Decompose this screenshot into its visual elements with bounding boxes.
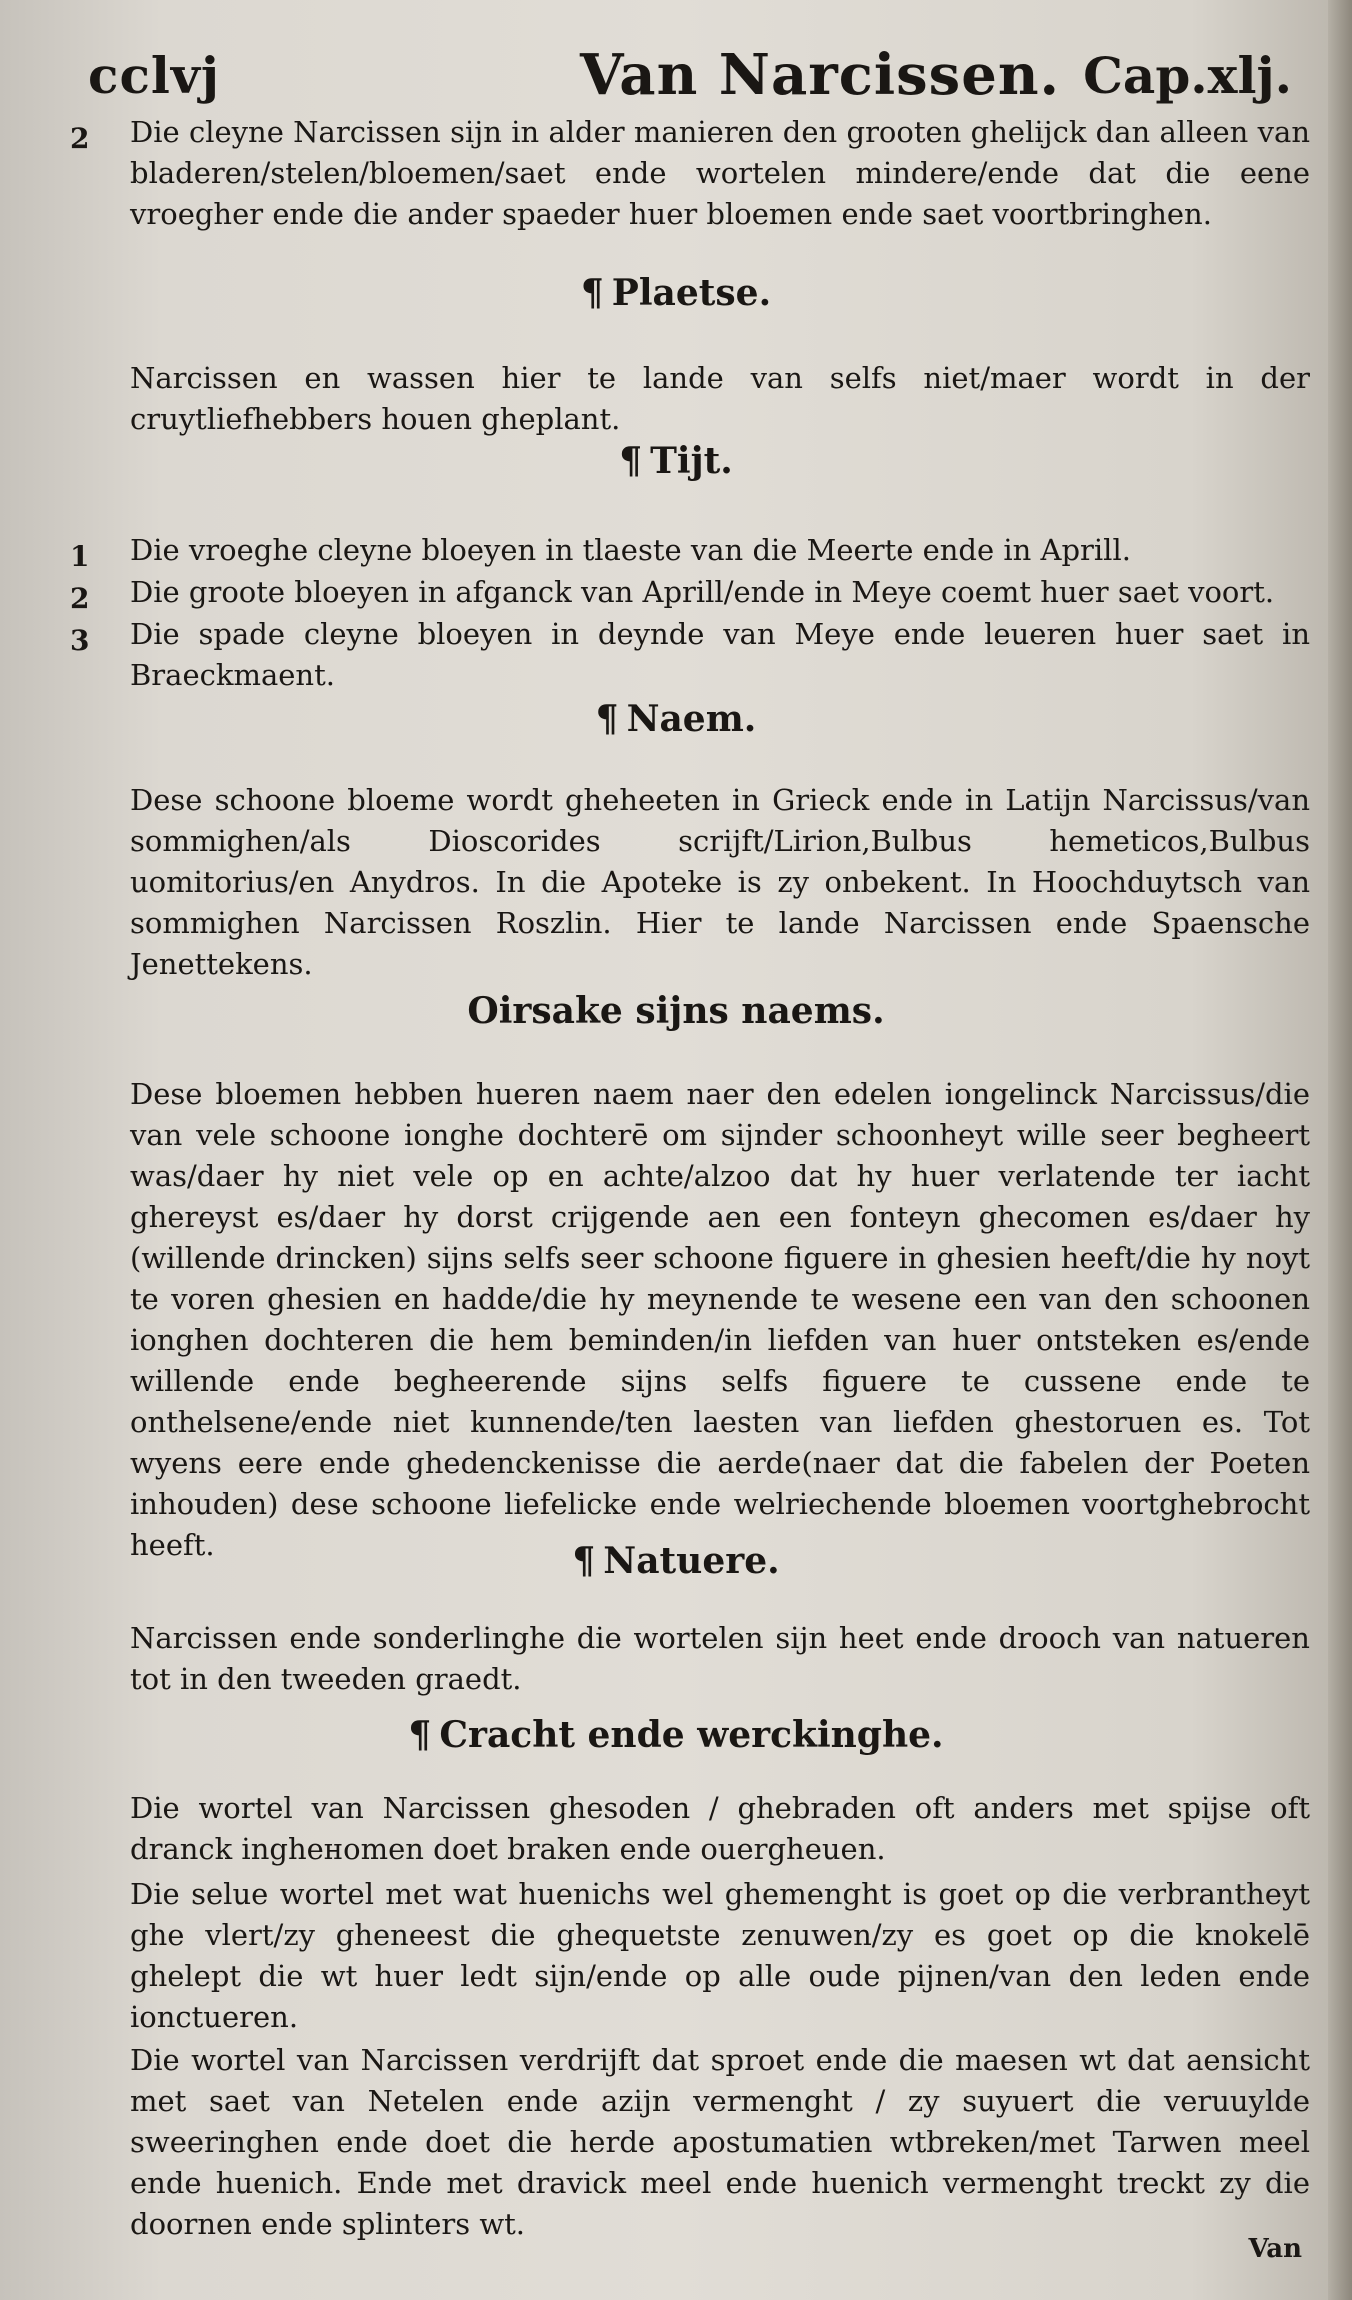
chapter-number: Cap.xlj. [1083,46,1292,105]
heading-natuere [0,1540,1352,1582]
cracht-paragraph: Die wortel van Narcissen ghesoden / ghebraden oft anders met spijse oft dranck ingheнomen doet braken ende ouergheuen. [130,1791,1310,1866]
plaetse-paragraph: Narcissen en wassen hier te lande van selfs niet/maer wordt in der cruytliefhebbers houen gheplant. [130,361,1310,436]
cracht-paragraph: Die wortel van Narcissen verdrijft dat sproet ende die maesen wt dat aensicht met saet van Netelen ende azijn vermenght / zy suyuert die veruuylde sweeringhen ende doet die herde apostumatien wtbreken/met Tarwen meel ende huenich. Ende met dravick meel ende huenich vermenght treckt zy die doornen ende splinters wt. [130,2043,1310,2241]
tijt-item-number: 3 [70,624,90,657]
pilcrow-icon: ¶ [595,698,619,740]
heading-label: Naem. [626,698,757,740]
pilcrow-icon: ¶ [408,1714,432,1756]
heading-cracht [0,1714,1352,1756]
page-edge [1328,0,1352,2300]
heading-label: Natuere. [603,1540,780,1582]
cracht-paragraph: Die selue wortel met wat huenichs wel ghemenght is goet op die verbrantheyt ghe vlert/zy gheneest die ghequetste zenuwen/zy es goet op die knokelē ghelept die wt huer ledt sijn/ende op alle oude pijnen/van den leden ende ionctueren. [130,1877,1310,2034]
heading-label: Cracht ende werckinghe. [439,1714,944,1756]
pilcrow-icon: ¶ [580,272,604,314]
page-header [0,28,1352,118]
tijt-item-number: 2 [70,582,90,615]
pilcrow-icon: ¶ [619,440,643,482]
heading-label: Oirsake sijns naems. [467,990,885,1032]
running-title: Van Narcissen. [580,42,1061,108]
heading-oirsake [0,990,1352,1032]
tijt-item: Die spade cleyne bloeyen in deynde van Meye ende leueren huer saet in Braeckmaent. [130,617,1310,692]
pilcrow-icon: ¶ [572,1540,596,1582]
heading-plaetse [0,272,1352,314]
heading-label: Tijt. [650,440,733,482]
natuere-paragraph: Narcissen ende sonderlinghe die wortelen sijn heet ende drooch van natueren tot in den tweeden graedt. [130,1621,1310,1696]
tijt-item-number: 1 [70,540,90,573]
intro-paragraph: Die cleyne Narcissen sijn in alder manieren den grooten ghelijck dan alleen van bladeren/stelen/bloemen/saet ende wortelen mindere/ende dat die eene vroegher ende die ander spaeder huer bloemen ende saet voortbringhen. [130,115,1310,231]
heading-label: Plaetse. [611,272,772,314]
heading-tijt [0,440,1352,482]
oirsake-paragraph: Dese bloemen hebben hueren naem naer den edelen iongelinck Narcissus/die van vele schoone ionghe dochterē om sijnder schoonheyt wille seer begheert was/daer hy niet vele op en achte/alzoo dat hy huer verlatende ter iacht ghereyst es/daer hy dorst crijgende aen een fonteyn ghecomen es/daer hy (willende drincken) sijns selfs seer schoone figuere in ghesien heeft/die hy noyt te voren ghesien en hadde/die hy meynende te wesene een van den schoonen ionghen dochteren die hem beminden/in liefden van huer ontsteken es/ende willende ende begheerende sijns selfs figuere te cussene ende te onthelsene/ende niet kunnende/ten laesten van liefden ghestoruen es. Tot wyens eere ende ghedenckenisse die aerde(naer dat die fabelen der Poeten inhouden) dese schoone liefelicke ende welriechende bloemen voortghebrocht heeft. [130,1077,1310,1562]
catchword: Van [1248,2234,1302,2264]
naem-paragraph: Dese schoone bloeme wordt gheheeten in Grieck ende in Latijn Narcissus/van sommighen/als Dioscorides scrijft/Lirion,Bulbus hemeticos,Bulbus uomitorius/en Anydros. In die Apoteke is zy onbekent. In Hoochduytsch van sommighen Narcissen Roszlin. Hier te lande Narcissen ende Spaensche Jenettekens. [130,783,1310,981]
tijt-item: Die vroeghe cleyne bloeyen in tlaeste van die Meerte ende in Aprill. [130,533,1131,567]
heading-naem [0,698,1352,740]
intro-number: 2 [70,122,90,155]
tijt-item: Die groote bloeyen in afganck van Aprill/ende in Meye coemt huer saet voort. [130,575,1275,609]
folio-number: cclvj [88,46,221,105]
